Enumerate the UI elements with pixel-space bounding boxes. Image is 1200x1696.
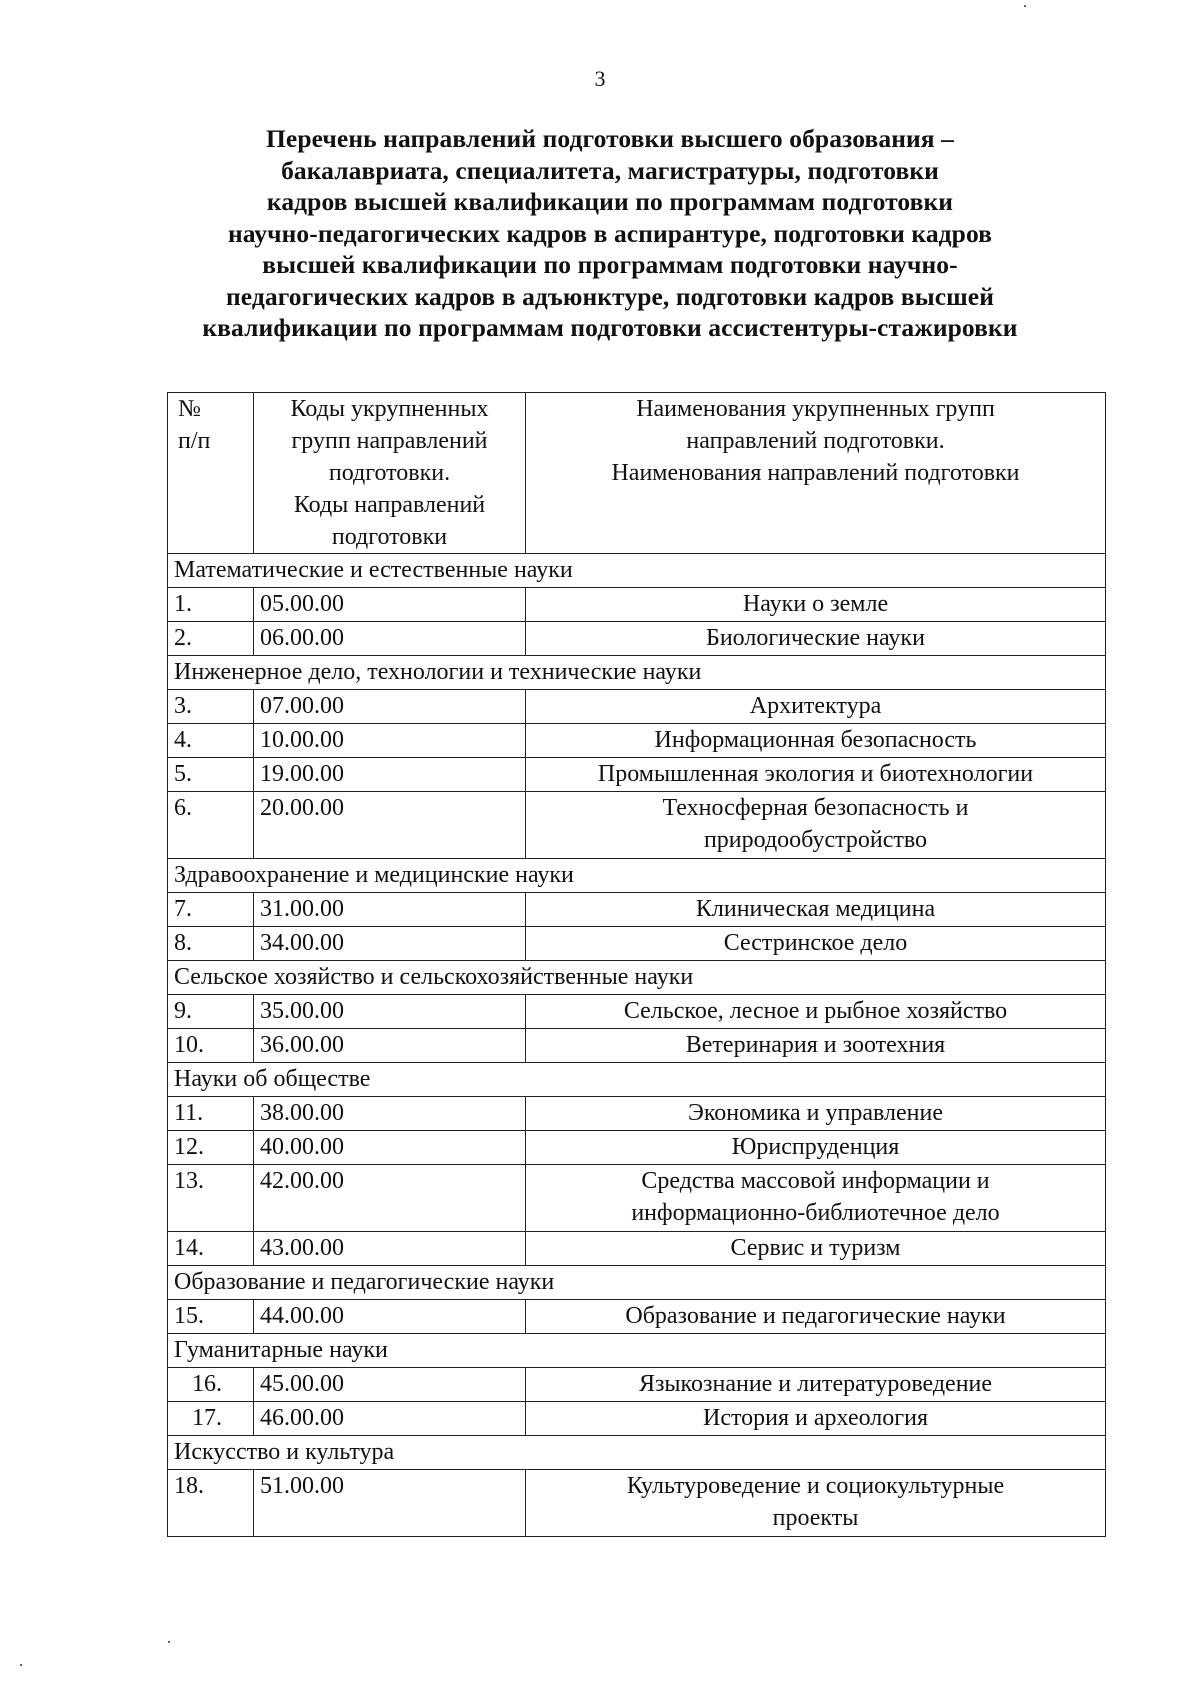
row-code: 07.00.00	[254, 690, 526, 724]
table-row	[168, 588, 1106, 622]
row-code: 34.00.00	[254, 927, 526, 961]
row-code: 44.00.00	[254, 1300, 526, 1334]
row-number: 14.	[168, 1232, 254, 1266]
row-name-line: Культуроведение и социокультурные	[626, 1473, 1005, 1499]
group-title: Науки об обществе	[168, 1063, 1106, 1097]
row-code: 38.00.00	[254, 1097, 526, 1131]
title-line: научно-педагогических кадров в аспирантуре, подготовки кадров	[227, 218, 993, 248]
table-row	[168, 927, 1106, 961]
header-code-line: Коды укрупненных	[290, 396, 489, 422]
table-row	[168, 792, 1106, 859]
row-number: 10.	[168, 1029, 254, 1063]
header-code-line: групп направлений	[291, 428, 488, 454]
table-header-row	[168, 393, 1106, 554]
row-name-line: Сестринское дело	[723, 930, 908, 956]
header-code	[254, 393, 526, 554]
group-title: Образование и педагогические науки	[168, 1266, 1106, 1300]
table-row	[168, 995, 1106, 1029]
header-name	[526, 393, 1106, 554]
row-name	[526, 1368, 1106, 1402]
row-code: 40.00.00	[254, 1131, 526, 1165]
row-name	[526, 1029, 1106, 1063]
row-name-line: Сельское, лесное и рыбное хозяйство	[623, 998, 1008, 1024]
row-code: 20.00.00	[254, 792, 526, 859]
group-row	[168, 1334, 1106, 1368]
row-code: 19.00.00	[254, 758, 526, 792]
header-code-line: подготовки	[331, 524, 448, 550]
row-name-line: Средства массовой информации и	[641, 1168, 990, 1194]
table-row	[168, 1131, 1106, 1165]
scan-speck	[1024, 5, 1026, 7]
row-code: 10.00.00	[254, 724, 526, 758]
title-line: высшей квалификации по программам подготовки научно-	[262, 250, 958, 279]
row-number: 9.	[168, 995, 254, 1029]
row-code: 51.00.00	[254, 1470, 526, 1537]
row-name	[526, 1470, 1106, 1537]
header-code-line: подготовки.	[328, 460, 451, 486]
scan-speck	[20, 1664, 22, 1666]
row-name	[526, 690, 1106, 724]
row-name-line: Языкознание и литературоведение	[638, 1371, 993, 1397]
row-number: 7.	[168, 893, 254, 927]
row-name	[526, 1402, 1106, 1436]
table-row	[168, 1029, 1106, 1063]
document-title	[160, 123, 1060, 344]
row-number: 1.	[168, 588, 254, 622]
row-name-line: Техносферная безопасность и	[662, 795, 969, 821]
header-num	[168, 393, 254, 554]
directions-table	[167, 392, 1106, 1537]
row-name-line: Информационная безопасность	[654, 727, 977, 753]
row-number: 16.	[168, 1368, 254, 1402]
table-row	[168, 1165, 1106, 1232]
table-row	[168, 1368, 1106, 1402]
row-name-line: Биологические науки	[706, 625, 925, 651]
row-name-line: Ветеринария и зоотехния	[685, 1032, 946, 1058]
table-row	[168, 1402, 1106, 1436]
table-row	[168, 724, 1106, 758]
group-title: Инженерное дело, технологии и технические науки	[168, 656, 1106, 690]
row-name-line: информационно-библиотечное дело	[631, 1200, 1000, 1226]
page-number: 3	[594, 66, 606, 91]
group-row	[168, 656, 1106, 690]
row-name	[526, 792, 1106, 859]
row-code: 43.00.00	[254, 1232, 526, 1266]
row-name-line: Сервис и туризм	[730, 1235, 901, 1261]
row-number: 3.	[168, 690, 254, 724]
group-row	[168, 961, 1106, 995]
row-name	[526, 622, 1106, 656]
row-code: 06.00.00	[254, 622, 526, 656]
row-number: 11.	[168, 1097, 254, 1131]
row-name-line: природообустройство	[703, 827, 928, 853]
row-name-line: Клиническая медицина	[695, 896, 936, 922]
row-number: 4.	[168, 724, 254, 758]
row-number: 8.	[168, 927, 254, 961]
row-name-line: Науки о земле	[742, 591, 889, 617]
table-row	[168, 893, 1106, 927]
row-name-line: Промышленная экология и биотехнологии	[597, 761, 1034, 787]
row-name	[526, 1232, 1106, 1266]
row-code: 36.00.00	[254, 1029, 526, 1063]
row-name-line: Юриспруденция	[731, 1134, 900, 1160]
group-row	[168, 1266, 1106, 1300]
table-body	[168, 393, 1106, 1537]
table-row	[168, 1097, 1106, 1131]
table-row	[168, 1232, 1106, 1266]
row-name	[526, 995, 1106, 1029]
table-row	[168, 690, 1106, 724]
row-name	[526, 724, 1106, 758]
row-code: 42.00.00	[254, 1165, 526, 1232]
row-name	[526, 893, 1106, 927]
row-code: 35.00.00	[254, 995, 526, 1029]
row-number: 15.	[168, 1300, 254, 1334]
header-name-line: направлений подготовки.	[686, 428, 945, 454]
row-number: 17.	[168, 1402, 254, 1436]
row-code: 45.00.00	[254, 1368, 526, 1402]
header-name-line: Наименования укрупненных групп	[636, 396, 995, 422]
header-code-line: Коды направлений	[293, 492, 486, 518]
header-name-line: Наименования направлений подготовки	[611, 460, 1020, 486]
row-name	[526, 1131, 1106, 1165]
row-name-line: Образование и педагогические науки	[625, 1303, 1006, 1329]
row-name	[526, 758, 1106, 792]
row-code: 46.00.00	[254, 1402, 526, 1436]
row-code: 31.00.00	[254, 893, 526, 927]
row-name	[526, 927, 1106, 961]
row-name	[526, 1165, 1106, 1232]
row-name-line: проекты	[772, 1505, 859, 1531]
group-title: Гуманитарные науки	[168, 1334, 1106, 1368]
title-line: кадров высшей квалификации по программам подготовки	[266, 187, 954, 216]
group-title: Искусство и культура	[168, 1436, 1106, 1470]
row-name-line: История и археология	[703, 1405, 928, 1431]
title-line: педагогических кадров в адъюнктуре, подготовки кадров высшей	[226, 281, 994, 311]
row-name	[526, 1300, 1106, 1334]
table-row	[168, 1470, 1106, 1537]
row-number: 5.	[168, 758, 254, 792]
scan-speck	[168, 1641, 170, 1643]
title-line: квалификации по программам подготовки ассистентуры-стажировки	[202, 313, 1018, 342]
header-num-line: №	[178, 396, 201, 422]
group-row	[168, 554, 1106, 588]
row-name-line: Архитектура	[749, 693, 882, 719]
table-row	[168, 622, 1106, 656]
row-name	[526, 588, 1106, 622]
table-row	[168, 758, 1106, 792]
row-number: 2.	[168, 622, 254, 656]
group-row	[168, 1436, 1106, 1470]
row-number: 18.	[168, 1470, 254, 1537]
title-line: Перечень направлений подготовки высшего образования –	[266, 124, 954, 153]
group-row	[168, 1063, 1106, 1097]
row-name	[526, 1097, 1106, 1131]
row-number: 6.	[168, 792, 254, 859]
row-number: 13.	[168, 1165, 254, 1232]
row-number: 12.	[168, 1131, 254, 1165]
title-line: бакалавриата, специалитета, магистратуры, подготовки	[281, 155, 939, 185]
group-title: Здравоохранение и медицинские науки	[168, 859, 1106, 893]
group-row	[168, 859, 1106, 893]
row-code: 05.00.00	[254, 588, 526, 622]
group-title: Сельское хозяйство и сельскохозяйственные науки	[168, 961, 1106, 995]
group-title: Математические и естественные науки	[168, 554, 1106, 588]
header-num-line: п/п	[178, 428, 211, 454]
table-row	[168, 1300, 1106, 1334]
row-name-line: Экономика и управление	[688, 1100, 943, 1126]
